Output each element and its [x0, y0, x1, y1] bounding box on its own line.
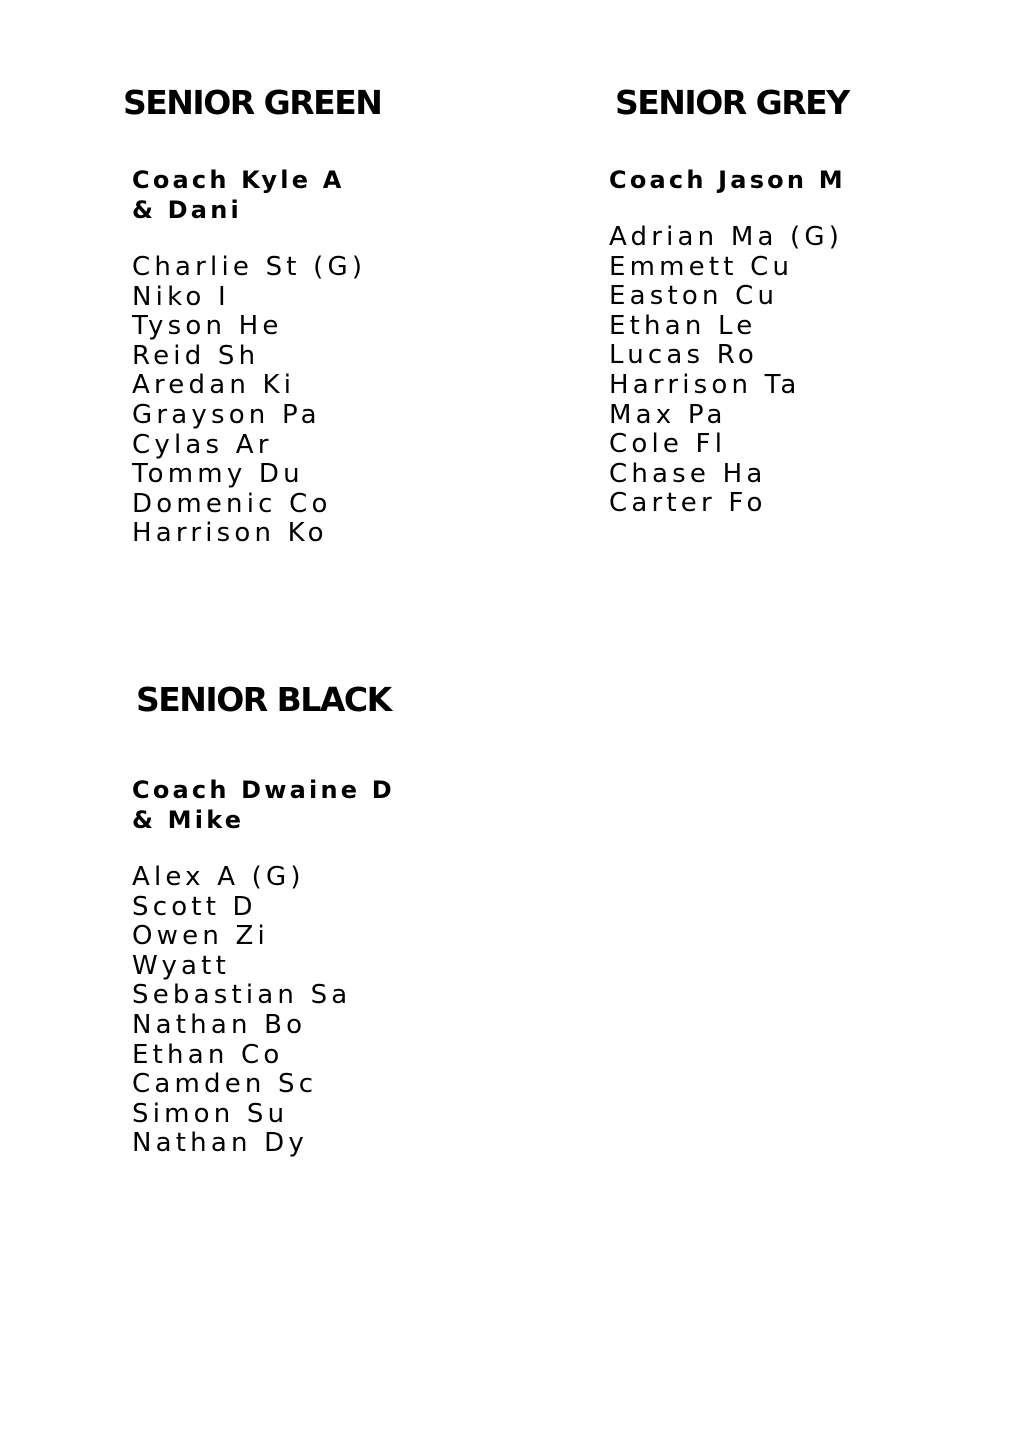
- player-name: Harrison Ta: [609, 369, 801, 400]
- player-name: Simon Su: [132, 1098, 289, 1129]
- team-title-senior-black: SENIOR BLACK: [136, 680, 391, 719]
- player-name: Cole Fl: [609, 429, 727, 460]
- roster-senior-green: [132, 253, 366, 549]
- player-name: Wyatt: [132, 950, 230, 981]
- player-name: Adrian Ma (G): [609, 222, 844, 252]
- coach-line-2: & Dani: [132, 195, 242, 224]
- coach-line-1: Coach Jason M: [609, 166, 846, 194]
- player-name: Grayson Pa: [132, 399, 321, 430]
- coach-line-1: Coach Kyle A: [132, 166, 345, 194]
- player-name: Emmett Cu: [609, 251, 794, 282]
- player-name: Easton Cu: [609, 281, 779, 312]
- player-name: Alex A (G): [132, 862, 305, 892]
- player-name: Lucas Ro: [609, 340, 758, 371]
- coach-senior-green: [132, 166, 345, 225]
- player-name: Cylas Ar: [132, 429, 273, 460]
- player-name: Carter Fo: [609, 488, 767, 519]
- team-title-senior-green: SENIOR GREEN: [123, 83, 382, 122]
- player-name: Ethan Co: [132, 1039, 284, 1070]
- player-name: Ethan Le: [609, 310, 757, 341]
- player-name: Max Pa: [609, 399, 727, 430]
- player-name: Domenic Co: [132, 488, 332, 519]
- player-name: Sebastian Sa: [132, 980, 352, 1011]
- player-name: Tyson He: [132, 311, 283, 342]
- player-name: Harrison Ko: [132, 518, 328, 549]
- player-name: Reid Sh: [132, 340, 260, 371]
- team-title-senior-grey: SENIOR GREY: [615, 83, 849, 122]
- coach-line-1: Coach Dwaine D: [132, 776, 395, 804]
- player-name: Chase Ha: [609, 458, 767, 489]
- player-name: Nathan Dy: [132, 1128, 308, 1159]
- coach-line-2: & Mike: [132, 805, 245, 834]
- roster-senior-grey: [609, 223, 843, 519]
- player-name: Nathan Bo: [132, 1009, 307, 1040]
- roster-senior-black: [132, 863, 351, 1159]
- player-name: Charlie St (G): [132, 252, 367, 282]
- player-name: Niko I: [132, 281, 230, 312]
- player-name: Aredan Ki: [132, 370, 296, 401]
- player-name: Owen Zi: [132, 921, 269, 952]
- coach-senior-black: [132, 776, 395, 835]
- coach-senior-grey: [609, 166, 846, 196]
- player-name: Camden Sc: [132, 1069, 318, 1100]
- player-name: Scott D: [132, 891, 257, 922]
- player-name: Tommy Du: [132, 459, 304, 490]
